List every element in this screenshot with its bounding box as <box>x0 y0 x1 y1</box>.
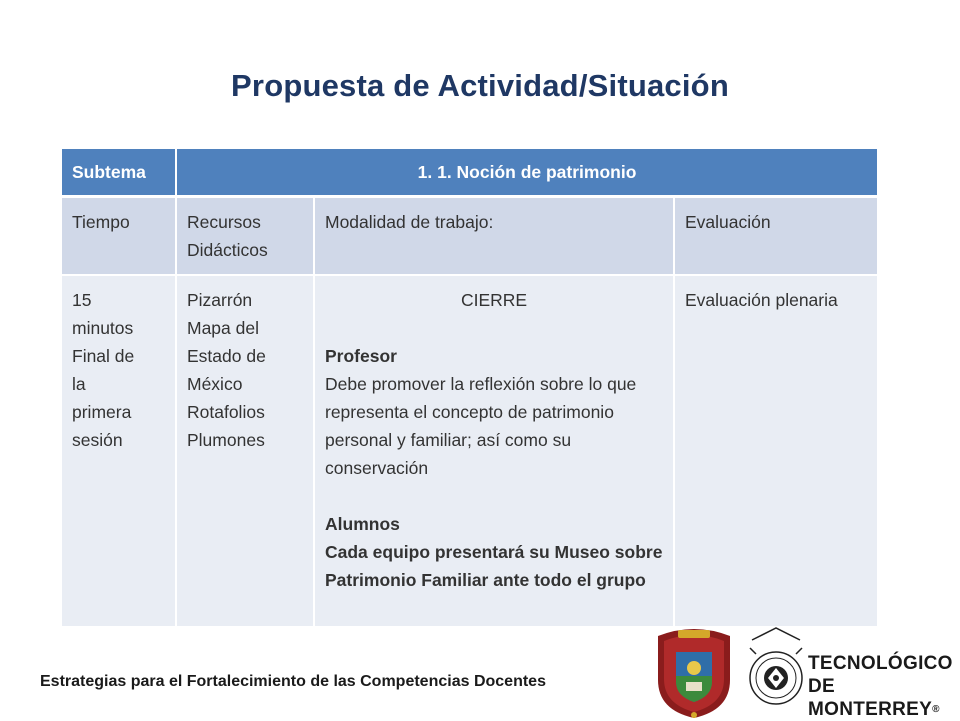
cell-evaluacion: Evaluación plenaria <box>674 275 878 627</box>
page-title: Propuesta de Actividad/Situación <box>231 68 729 103</box>
recurso-line: Plumones <box>187 430 265 450</box>
subtema-label: Subtema <box>61 148 176 197</box>
tiempo-line: sesión <box>72 430 123 450</box>
recurso-line: Rotafolios <box>187 402 265 422</box>
tiempo-line: 15 <box>72 290 92 310</box>
table-header-row <box>61 148 878 197</box>
alumnos-text: Cada equipo presentará su Museo sobre Patrimonio Familiar ante todo el grupo <box>325 542 663 590</box>
col-evaluacion: Evaluación <box>674 197 878 276</box>
registered-mark: ® <box>932 704 940 715</box>
cell-recursos <box>176 275 314 627</box>
recurso-line: Pizarrón <box>187 290 253 310</box>
col-tiempo: Tiempo <box>61 197 176 276</box>
profesor-text: Debe promover la reflexión sobre lo que representa el concepto de patrimonio personal y familiar; así como su conservación <box>325 374 637 478</box>
tiempo-line: la <box>72 374 86 394</box>
table-row <box>61 275 878 627</box>
profesor-label: Profesor <box>325 346 397 366</box>
edomex-shield-icon <box>658 629 730 718</box>
tec-wordmark <box>808 652 960 721</box>
tec-line1: TECNOLÓGICO <box>808 653 953 674</box>
recurso-line: Estado de <box>187 346 266 366</box>
tiempo-line: Final de <box>72 346 135 366</box>
footer-text: Estrategias para el Fortalecimiento de las Competencias Docentes <box>40 673 546 690</box>
subtema-value: 1. 1. Noción de patrimonio <box>176 148 878 197</box>
cierre-heading: CIERRE <box>460 290 528 310</box>
recurso-line: México <box>187 374 243 394</box>
tec-line2: DE MONTERREY <box>808 676 933 720</box>
column-labels-row <box>61 197 878 276</box>
tec-emblem-icon <box>750 628 802 704</box>
col-recursos: Recursos Didácticos <box>176 197 314 276</box>
activity-table <box>60 147 879 628</box>
tiempo-line: minutos <box>72 318 134 338</box>
alumnos-label: Alumnos <box>325 514 400 534</box>
tiempo-line: primera <box>72 402 132 422</box>
cell-modalidad <box>314 275 674 627</box>
cell-tiempo <box>61 275 176 627</box>
col-modalidad: Modalidad de trabajo: <box>314 197 674 276</box>
recurso-line: Mapa del <box>187 318 259 338</box>
